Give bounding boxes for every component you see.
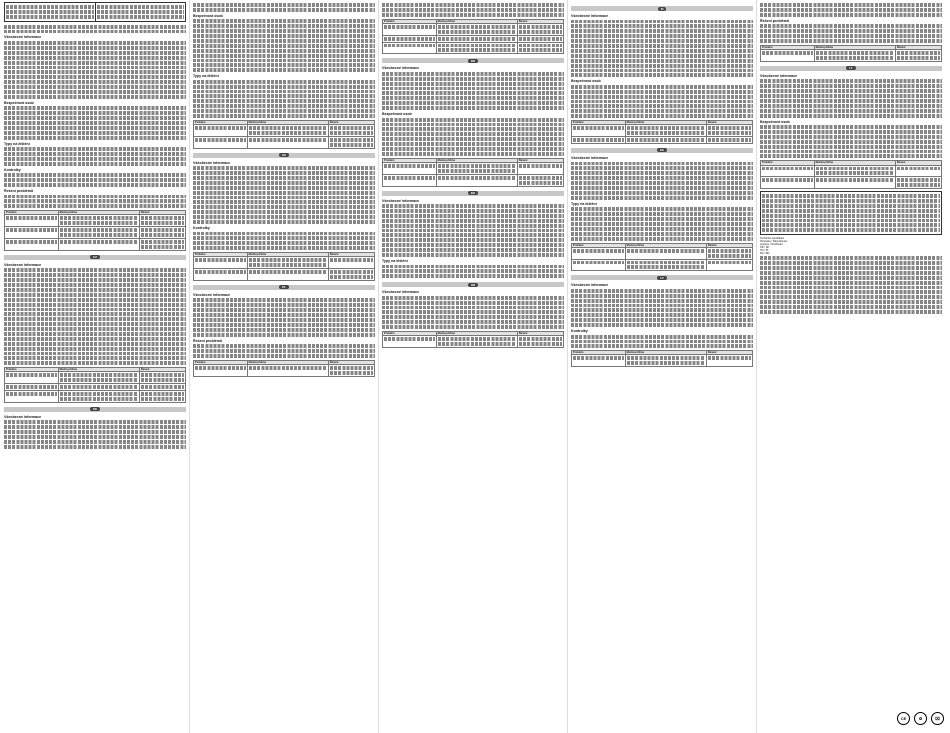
language-badge: RO [468, 59, 479, 63]
address-line: Hersteller / Manufacturer [760, 240, 788, 244]
section-heading: Bezpečnost osob [193, 13, 223, 18]
language-bar [571, 148, 753, 153]
language-bar [382, 58, 564, 63]
address-line: ČR / SK [760, 246, 770, 250]
address-line: Importer / Distributor [760, 243, 783, 247]
troubleshooting-table: Problém Možná příčina Řešení [571, 350, 753, 367]
troubleshooting-table: Problém Možná příčina Řešení [382, 331, 564, 348]
language-badge: HR [468, 283, 478, 287]
language-bar [382, 191, 564, 196]
section-heading: Řešení problémů [760, 18, 790, 23]
section-heading: Bezpečnost osob [571, 79, 601, 84]
language-badge: BG [468, 191, 479, 195]
column-1 [4, 2, 186, 731]
warning-box-left [5, 3, 95, 21]
distributor-address-list [760, 237, 942, 255]
language-bar [382, 282, 564, 287]
language-badge: HU [279, 153, 289, 157]
warning-box [4, 2, 186, 22]
section-heading: Typy na čištění [4, 141, 30, 146]
recycle-mark-icon: ♻ [914, 712, 927, 725]
section-heading: Řešení problémů [193, 338, 223, 343]
language-badge: CZ [90, 255, 100, 259]
section-heading: Všeobecné informace [571, 14, 609, 18]
troubleshooting-table: Problém Možná příčina Řešení [760, 160, 942, 189]
section-heading: Všeobecné informace [382, 290, 420, 295]
language-bar [4, 255, 186, 260]
troubleshooting-table: Problém Možná příčina Řešení [4, 367, 186, 403]
language-bar [193, 285, 375, 290]
language-badge: LT [846, 66, 855, 70]
section-heading: Řešení problémů [4, 188, 34, 193]
section-heading: Všeobecné informace [382, 66, 420, 71]
language-bar [571, 6, 753, 11]
address-line: Technické specifikace [760, 237, 785, 241]
section-heading: Bezpečnost osob [382, 112, 412, 117]
section-heading: Všeobecné informace [193, 292, 231, 297]
language-bar [571, 275, 753, 280]
section-heading: Všeobecné informace [571, 155, 609, 160]
troubleshooting-table: Problém Možná příčina Řešení [571, 243, 753, 272]
ce-mark-icon: CE [897, 712, 910, 725]
troubleshooting-table: Problém Možná příčina Řešení [193, 120, 375, 149]
troubleshooting-table: Problém Možná příčina Řešení [382, 19, 564, 55]
column-divider [378, 0, 379, 733]
troubleshooting-table: Problém Možná příčina Řešení [4, 210, 186, 251]
certification-marks [897, 712, 944, 725]
column-divider [189, 0, 190, 733]
section-heading: Všeobecné informace [4, 262, 42, 267]
troubleshooting-table: Problém Možná příčina Řešení [193, 360, 375, 377]
section-heading: Všeobecné informace [760, 73, 798, 78]
warning-box-right [95, 3, 186, 21]
address-line: RO / BG [760, 252, 770, 256]
bin-mark-icon: ⌧ [931, 712, 944, 725]
specification-box [760, 191, 942, 235]
column-4 [571, 2, 753, 731]
address-line: HU / PL [760, 249, 769, 253]
troubleshooting-table: Problém Možná příčina Řešení [382, 158, 564, 187]
section-heading: Typy na čištění [571, 201, 597, 206]
language-bar [760, 66, 942, 71]
troubleshooting-table: Problém Možná příčina Řešení [760, 45, 942, 62]
column-divider [756, 0, 757, 733]
section-heading: Všeobecné informace [571, 283, 609, 288]
section-heading: Bezpečnost osob [4, 100, 34, 105]
section-heading: Typy na čištění [382, 258, 408, 263]
troubleshooting-table: Problém Možná příčina Řešení [571, 120, 753, 144]
column-divider [567, 0, 568, 733]
section-heading: Typy na čištění [193, 74, 219, 79]
language-badge: EE [657, 148, 667, 152]
section-heading: Kontrolky [571, 329, 588, 334]
section-heading: Všeobecné informace [4, 414, 42, 419]
section-heading: Všeobecné informace [193, 160, 231, 165]
section-heading: Kontrolky [4, 167, 21, 172]
section-heading: Všeobecné informace [4, 35, 42, 40]
section-heading: Kontrolky [193, 225, 210, 230]
language-bar [193, 153, 375, 158]
section-heading: Všeobecné informace [382, 198, 420, 203]
column-3 [382, 2, 564, 731]
column-2 [193, 2, 375, 731]
troubleshooting-table: Problém Možná příčina Řešení [193, 252, 375, 281]
language-badge: LV [657, 276, 667, 280]
language-bar [4, 407, 186, 412]
column-5 [760, 2, 942, 731]
language-badge: PL [279, 285, 289, 289]
language-badge: SI [658, 7, 667, 11]
language-badge: SK [90, 407, 100, 411]
section-heading: Bezpečnost osob [760, 119, 790, 124]
